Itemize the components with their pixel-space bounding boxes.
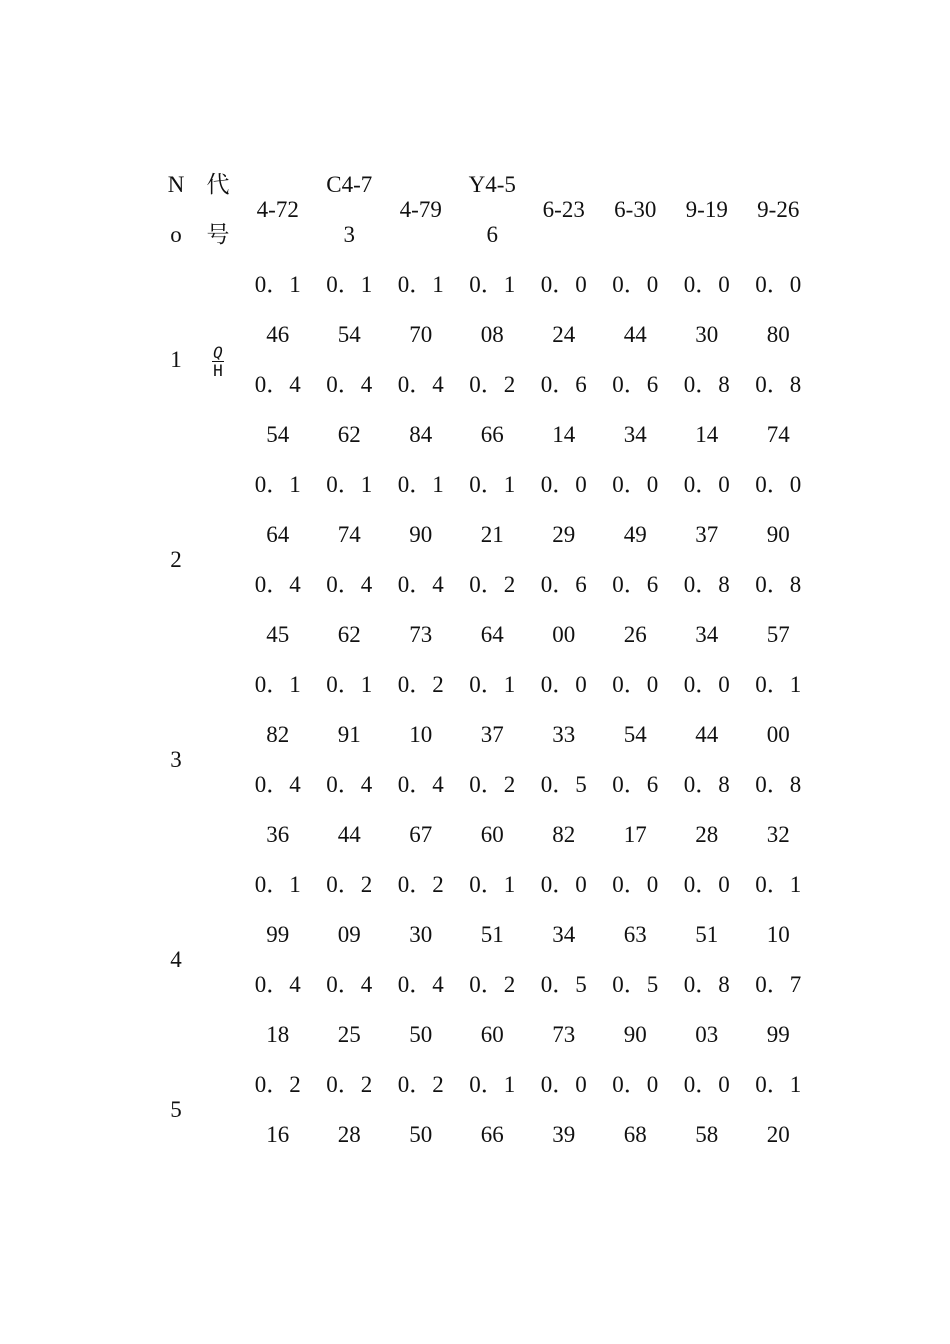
q-value-line: 0．1 xyxy=(469,872,516,897)
q-value-line: 30 xyxy=(409,922,433,947)
h-value-line: 0．4 xyxy=(397,972,444,997)
row-code-cell xyxy=(194,460,242,660)
q-value-line: 0．1 xyxy=(254,672,301,697)
q-value-cell xyxy=(242,260,314,360)
q-value-line: 0．0 xyxy=(540,1072,587,1097)
q-value-line: 0．0 xyxy=(683,472,730,497)
h-value-line: 36 xyxy=(266,822,290,847)
h-value-cell xyxy=(671,360,743,460)
q-value-line: 0．2 xyxy=(397,872,444,897)
h-value-line: 32 xyxy=(766,822,790,847)
h-value-line: 0．8 xyxy=(755,572,802,597)
header-model xyxy=(528,160,600,260)
q-value-line: 58 xyxy=(695,1122,719,1147)
h-value-cell xyxy=(600,960,672,1060)
header-code-line: 号 xyxy=(206,222,230,247)
q-value-cell xyxy=(671,260,743,360)
q-value-line: 0．0 xyxy=(612,672,659,697)
h-value-line: 00 xyxy=(552,622,576,647)
h-value-line: 0．4 xyxy=(397,772,444,797)
h-value-cell xyxy=(743,960,815,1060)
h-value-cell xyxy=(385,360,457,460)
h-value-line: 03 xyxy=(695,1022,719,1047)
q-value-line: 44 xyxy=(623,322,647,347)
q-value-cell xyxy=(600,1060,672,1160)
h-value-line: 0．4 xyxy=(326,372,373,397)
q-value-line: 0．0 xyxy=(683,1072,730,1097)
q-value-cell xyxy=(743,1060,815,1160)
h-value-line: 0．8 xyxy=(683,972,730,997)
q-value-line: 0．0 xyxy=(683,872,730,897)
h-value-cell xyxy=(457,960,529,1060)
q-value-line: 0．1 xyxy=(326,472,373,497)
h-value-line: 0．8 xyxy=(683,372,730,397)
q-value-line: 0．1 xyxy=(469,472,516,497)
h-value-line: 18 xyxy=(266,1022,290,1047)
h-value-line: 0．8 xyxy=(755,372,802,397)
h-value-line: 0．5 xyxy=(540,972,587,997)
header-model-line: 9-19 xyxy=(685,197,728,222)
h-value-line: 57 xyxy=(766,622,790,647)
header-model xyxy=(671,160,743,260)
header-model-line: Y4-5 xyxy=(468,172,516,197)
h-value-line: 0．6 xyxy=(540,372,587,397)
h-value-line: 0．8 xyxy=(755,772,802,797)
h-value-cell xyxy=(457,560,529,660)
h-value-line: 67 xyxy=(409,822,433,847)
h-value-line: 0．4 xyxy=(326,572,373,597)
h-value-line: 60 xyxy=(480,1022,504,1047)
h-value-line: 34 xyxy=(695,622,719,647)
table-row xyxy=(158,260,814,360)
q-value-line: 24 xyxy=(552,322,576,347)
q-value-line: 10 xyxy=(766,922,790,947)
header-row xyxy=(158,160,814,260)
q-value-line: 0．2 xyxy=(254,1072,301,1097)
q-value-line: 34 xyxy=(552,922,576,947)
h-value-line: 14 xyxy=(552,422,576,447)
q-value-line: 0．1 xyxy=(755,672,802,697)
h-value-line: 54 xyxy=(266,422,290,447)
row-code-cell xyxy=(194,860,242,1060)
q-value-line: 0．1 xyxy=(254,272,301,297)
h-value-cell xyxy=(314,560,386,660)
h-value-line: 14 xyxy=(695,422,719,447)
header-model-line: 6 xyxy=(486,222,498,247)
q-value-cell xyxy=(528,1060,600,1160)
q-value-line: 29 xyxy=(552,522,576,547)
h-value-line: 0．4 xyxy=(254,772,301,797)
q-value-cell xyxy=(385,460,457,560)
table-row xyxy=(158,660,814,760)
q-value-cell xyxy=(528,460,600,560)
q-value-line: 90 xyxy=(766,522,790,547)
q-value-line: 91 xyxy=(337,722,361,747)
row-code-cell xyxy=(194,660,242,860)
q-value-cell xyxy=(671,1060,743,1160)
q-value-line: 0．1 xyxy=(469,272,516,297)
q-value-cell xyxy=(385,660,457,760)
q-value-line: 0．0 xyxy=(612,472,659,497)
q-value-cell xyxy=(242,460,314,560)
h-value-cell xyxy=(671,760,743,860)
header-model-line: C4-7 xyxy=(326,172,373,197)
q-value-line: 0．0 xyxy=(540,872,587,897)
q-value-line: 74 xyxy=(337,522,361,547)
q-value-cell xyxy=(314,660,386,760)
q-value-line: 20 xyxy=(766,1122,790,1147)
h-value-line: 0．8 xyxy=(683,572,730,597)
h-value-line: 25 xyxy=(337,1022,361,1047)
h-value-line: 66 xyxy=(480,422,504,447)
h-value-line: 0．4 xyxy=(326,972,373,997)
q-value-line: 0．1 xyxy=(397,272,444,297)
fraction-numerator: Q xyxy=(213,343,223,363)
h-value-cell xyxy=(528,760,600,860)
h-value-line: 99 xyxy=(766,1022,790,1047)
fan-coefficient-table xyxy=(158,160,814,1160)
q-value-line: 0．2 xyxy=(326,1072,373,1097)
q-value-line: 0．1 xyxy=(469,1072,516,1097)
q-value-line: 49 xyxy=(623,522,647,547)
q-value-line: 0．0 xyxy=(540,272,587,297)
h-value-line: 82 xyxy=(552,822,576,847)
h-value-line: 0．6 xyxy=(612,772,659,797)
header-model xyxy=(600,160,672,260)
h-value-cell xyxy=(242,960,314,1060)
q-value-cell xyxy=(242,860,314,960)
h-value-line: 74 xyxy=(766,422,790,447)
q-value-line: 10 xyxy=(409,722,433,747)
q-value-cell xyxy=(457,1060,529,1160)
q-value-cell xyxy=(385,260,457,360)
h-value-line: 62 xyxy=(337,622,361,647)
h-value-cell xyxy=(242,760,314,860)
h-value-line: 34 xyxy=(623,422,647,447)
q-value-cell xyxy=(600,860,672,960)
q-value-line: 0．1 xyxy=(326,272,373,297)
q-value-line: 21 xyxy=(480,522,504,547)
q-value-line: 0．0 xyxy=(540,472,587,497)
h-value-cell xyxy=(671,560,743,660)
q-value-cell xyxy=(242,1060,314,1160)
q-value-cell xyxy=(242,660,314,760)
row-number: 4 xyxy=(170,947,182,972)
row-number: 2 xyxy=(170,547,182,572)
h-value-line: 0．6 xyxy=(612,572,659,597)
q-value-cell xyxy=(743,260,815,360)
h-value-line: 73 xyxy=(552,1022,576,1047)
header-model xyxy=(385,160,457,260)
table-row xyxy=(158,760,814,860)
h-value-line: 45 xyxy=(266,622,290,647)
h-value-cell xyxy=(743,360,815,460)
h-value-line: 0．2 xyxy=(469,772,516,797)
h-value-line: 17 xyxy=(623,822,647,847)
header-model xyxy=(314,160,386,260)
q-value-cell xyxy=(528,860,600,960)
q-value-line: 0．0 xyxy=(612,872,659,897)
h-value-line: 64 xyxy=(480,622,504,647)
fraction-denominator: H xyxy=(213,361,223,381)
q-value-line: 0．1 xyxy=(254,872,301,897)
q-value-line: 68 xyxy=(623,1122,647,1147)
q-value-line: 0．0 xyxy=(612,272,659,297)
h-value-line: 73 xyxy=(409,622,433,647)
q-value-cell xyxy=(457,460,529,560)
h-value-cell xyxy=(242,360,314,460)
h-value-line: 90 xyxy=(623,1022,647,1047)
q-value-line: 46 xyxy=(266,322,290,347)
q-value-cell xyxy=(314,260,386,360)
header-code-line: 代 xyxy=(206,172,230,197)
header-model-line: 4-79 xyxy=(399,197,442,222)
table-row xyxy=(158,960,814,1060)
row-number: 5 xyxy=(170,1097,182,1122)
header-code xyxy=(194,160,242,260)
q-value-line: 37 xyxy=(480,722,504,747)
q-value-cell xyxy=(385,1060,457,1160)
q-value-cell xyxy=(743,460,815,560)
header-model xyxy=(457,160,529,260)
h-value-line: 0．8 xyxy=(683,772,730,797)
h-value-cell xyxy=(314,760,386,860)
q-value-cell xyxy=(671,660,743,760)
h-value-line: 0．4 xyxy=(397,572,444,597)
q-value-line: 0．0 xyxy=(683,272,730,297)
q-value-line: 0．1 xyxy=(755,1072,802,1097)
header-model-line: 9-26 xyxy=(757,197,800,222)
q-value-cell xyxy=(457,860,529,960)
q-value-line: 64 xyxy=(266,522,290,547)
header-model-line: 6-30 xyxy=(614,197,657,222)
h-value-line: 0．4 xyxy=(254,372,301,397)
h-value-line: 0．4 xyxy=(326,772,373,797)
h-value-cell xyxy=(743,560,815,660)
q-value-cell xyxy=(314,860,386,960)
q-value-line: 0．0 xyxy=(683,672,730,697)
h-value-cell xyxy=(743,760,815,860)
h-value-line: 0．2 xyxy=(469,572,516,597)
header-no-line: o xyxy=(170,222,182,247)
h-value-cell xyxy=(600,560,672,660)
q-value-line: 0．0 xyxy=(612,1072,659,1097)
h-value-line: 0．2 xyxy=(469,972,516,997)
h-value-cell xyxy=(314,960,386,1060)
h-value-cell xyxy=(528,560,600,660)
header-no xyxy=(158,160,194,260)
q-value-cell xyxy=(743,660,815,760)
q-value-line: 82 xyxy=(266,722,290,747)
q-value-cell xyxy=(385,860,457,960)
q-value-line: 0．0 xyxy=(755,472,802,497)
h-value-line: 0．5 xyxy=(540,772,587,797)
q-value-line: 0．2 xyxy=(397,1072,444,1097)
h-value-line: 28 xyxy=(695,822,719,847)
q-value-line: 66 xyxy=(480,1122,504,1147)
q-value-cell xyxy=(314,460,386,560)
q-value-cell xyxy=(671,460,743,560)
q-value-line: 0．2 xyxy=(326,872,373,897)
h-value-line: 60 xyxy=(480,822,504,847)
q-value-line: 28 xyxy=(337,1122,361,1147)
q-value-line: 0．1 xyxy=(397,472,444,497)
q-value-line: 37 xyxy=(695,522,719,547)
q-value-cell xyxy=(457,660,529,760)
h-value-cell xyxy=(600,360,672,460)
table-row xyxy=(158,860,814,960)
q-over-h-symbol xyxy=(212,344,224,379)
q-value-line: 0．2 xyxy=(397,672,444,697)
q-value-line: 54 xyxy=(337,322,361,347)
h-value-cell xyxy=(528,360,600,460)
q-value-cell xyxy=(600,660,672,760)
q-value-line: 08 xyxy=(480,322,504,347)
h-value-cell xyxy=(385,760,457,860)
q-value-cell xyxy=(314,1060,386,1160)
row-code-cell xyxy=(194,1060,242,1160)
q-value-line: 51 xyxy=(480,922,504,947)
h-value-line: 50 xyxy=(409,1022,433,1047)
q-value-cell xyxy=(743,860,815,960)
header-no-line: N xyxy=(167,172,185,197)
h-value-line: 0．5 xyxy=(612,972,659,997)
q-value-line: 70 xyxy=(409,322,433,347)
q-value-line: 33 xyxy=(552,722,576,747)
q-value-line: 0．1 xyxy=(755,872,802,897)
q-value-line: 09 xyxy=(337,922,361,947)
q-value-line: 44 xyxy=(695,722,719,747)
q-value-line: 63 xyxy=(623,922,647,947)
h-value-line: 0．7 xyxy=(755,972,802,997)
q-value-cell xyxy=(528,660,600,760)
h-value-cell xyxy=(457,360,529,460)
q-value-line: 0．1 xyxy=(254,472,301,497)
table-row xyxy=(158,560,814,660)
q-value-cell xyxy=(600,460,672,560)
q-value-line: 99 xyxy=(266,922,290,947)
row-number: 1 xyxy=(170,347,182,372)
q-value-cell xyxy=(671,860,743,960)
h-value-cell xyxy=(600,760,672,860)
q-value-line: 50 xyxy=(409,1122,433,1147)
header-model xyxy=(743,160,815,260)
q-value-line: 00 xyxy=(766,722,790,747)
q-value-cell xyxy=(600,260,672,360)
table-row xyxy=(158,360,814,460)
q-value-line: 0．0 xyxy=(755,272,802,297)
q-value-line: 39 xyxy=(552,1122,576,1147)
h-value-line: 0．4 xyxy=(397,372,444,397)
header-model-line: 6-23 xyxy=(542,197,585,222)
h-value-line: 0．6 xyxy=(612,372,659,397)
q-value-line: 54 xyxy=(623,722,647,747)
h-value-line: 26 xyxy=(623,622,647,647)
h-value-cell xyxy=(528,960,600,1060)
q-value-line: 80 xyxy=(766,322,790,347)
q-value-cell xyxy=(457,260,529,360)
h-value-line: 0．2 xyxy=(469,372,516,397)
q-value-line: 90 xyxy=(409,522,433,547)
h-value-line: 44 xyxy=(337,822,361,847)
h-value-cell xyxy=(457,760,529,860)
q-value-line: 0．1 xyxy=(326,672,373,697)
table-row xyxy=(158,1060,814,1160)
h-value-cell xyxy=(385,960,457,1060)
q-value-line: 0．0 xyxy=(540,672,587,697)
header-model xyxy=(242,160,314,260)
header-model-line: 3 xyxy=(343,222,355,247)
h-value-line: 0．4 xyxy=(254,572,301,597)
h-value-cell xyxy=(242,560,314,660)
h-value-line: 84 xyxy=(409,422,433,447)
row-number: 3 xyxy=(170,747,182,772)
table-row xyxy=(158,460,814,560)
q-value-line: 30 xyxy=(695,322,719,347)
h-value-line: 0．4 xyxy=(254,972,301,997)
q-value-line: 0．1 xyxy=(469,672,516,697)
header-model-line: 4-72 xyxy=(256,197,299,222)
h-value-line: 62 xyxy=(337,422,361,447)
row-code-cell xyxy=(194,260,242,460)
q-value-cell xyxy=(528,260,600,360)
h-value-cell xyxy=(314,360,386,460)
h-value-cell xyxy=(385,560,457,660)
q-value-line: 51 xyxy=(695,922,719,947)
h-value-cell xyxy=(671,960,743,1060)
h-value-line: 0．6 xyxy=(540,572,587,597)
q-value-line: 16 xyxy=(266,1122,290,1147)
